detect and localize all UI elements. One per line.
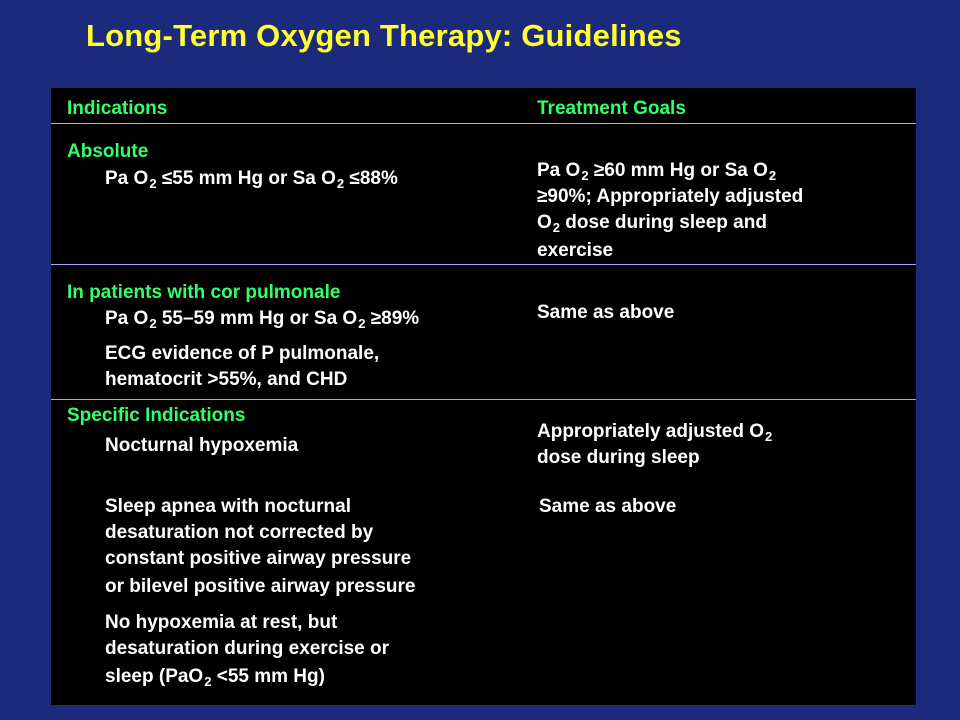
specific-indications-label: Specific Indications bbox=[67, 405, 246, 426]
slide-title: Long-Term Oxygen Therapy: Guidelines bbox=[86, 18, 682, 53]
header-divider bbox=[51, 123, 916, 124]
absolute-divider bbox=[51, 264, 916, 265]
ecg-line1: ECG evidence of P pulmonale, bbox=[105, 343, 380, 364]
sleep-apnea-line3: constant positive airway pressure bbox=[105, 548, 412, 569]
sleep-apnea-line1: Sleep apnea with nocturnal bbox=[105, 496, 351, 517]
exercise-desaturation-line3: sleep (PaO$_2$ <55 mm Hg) bbox=[105, 666, 325, 689]
header-indications: Indications bbox=[67, 98, 168, 119]
cor-pulmonale-indication: Pa $O_2$ 55–59 mm Hg or Sa $O_2 \ge 89\%$ bbox=[105, 308, 420, 331]
nocturnal-goal-line1: Appropriately adjusted $O_2$ bbox=[537, 421, 773, 444]
header-treatment-goals: Treatment Goals bbox=[537, 98, 686, 119]
absolute-goal-line2: ≥90%; Appropriately adjusted bbox=[537, 186, 804, 207]
absolute-indication: Pa $O_2 \le 55$ mm Hg or Sa $O_2 \le 88\%$ bbox=[105, 168, 398, 191]
sleep-apnea-line4: or bilevel positive airway pressure bbox=[105, 576, 416, 597]
absolute-goal-line3: $O_2$ dose during sleep and bbox=[537, 212, 767, 235]
absolute-goal-line1: Pa $O_2 \ge 60$ mm Hg or Sa $O_2$ bbox=[537, 160, 777, 183]
exercise-desaturation-line1: No hypoxemia at rest, but bbox=[105, 612, 338, 633]
exercise-desaturation-line2: desaturation during exercise or bbox=[105, 638, 390, 659]
guidelines-table bbox=[51, 88, 916, 705]
sleep-apnea-line2: desaturation not corrected by bbox=[105, 522, 374, 543]
cor-pulmonale-divider bbox=[51, 399, 916, 400]
cor-pulmonale-label: In patients with cor pulmonale bbox=[67, 282, 341, 303]
nocturnal-hypoxemia: Nocturnal hypoxemia bbox=[105, 435, 299, 456]
ecg-line2: hematocrit >55%, and CHD bbox=[105, 369, 348, 390]
absolute-label: Absolute bbox=[67, 141, 149, 162]
cor-pulmonale-goal: Same as above bbox=[537, 302, 675, 323]
sleep-apnea-goal: Same as above bbox=[539, 496, 677, 517]
nocturnal-goal-line2: dose during sleep bbox=[537, 447, 700, 468]
absolute-goal-line4: exercise bbox=[537, 240, 614, 261]
